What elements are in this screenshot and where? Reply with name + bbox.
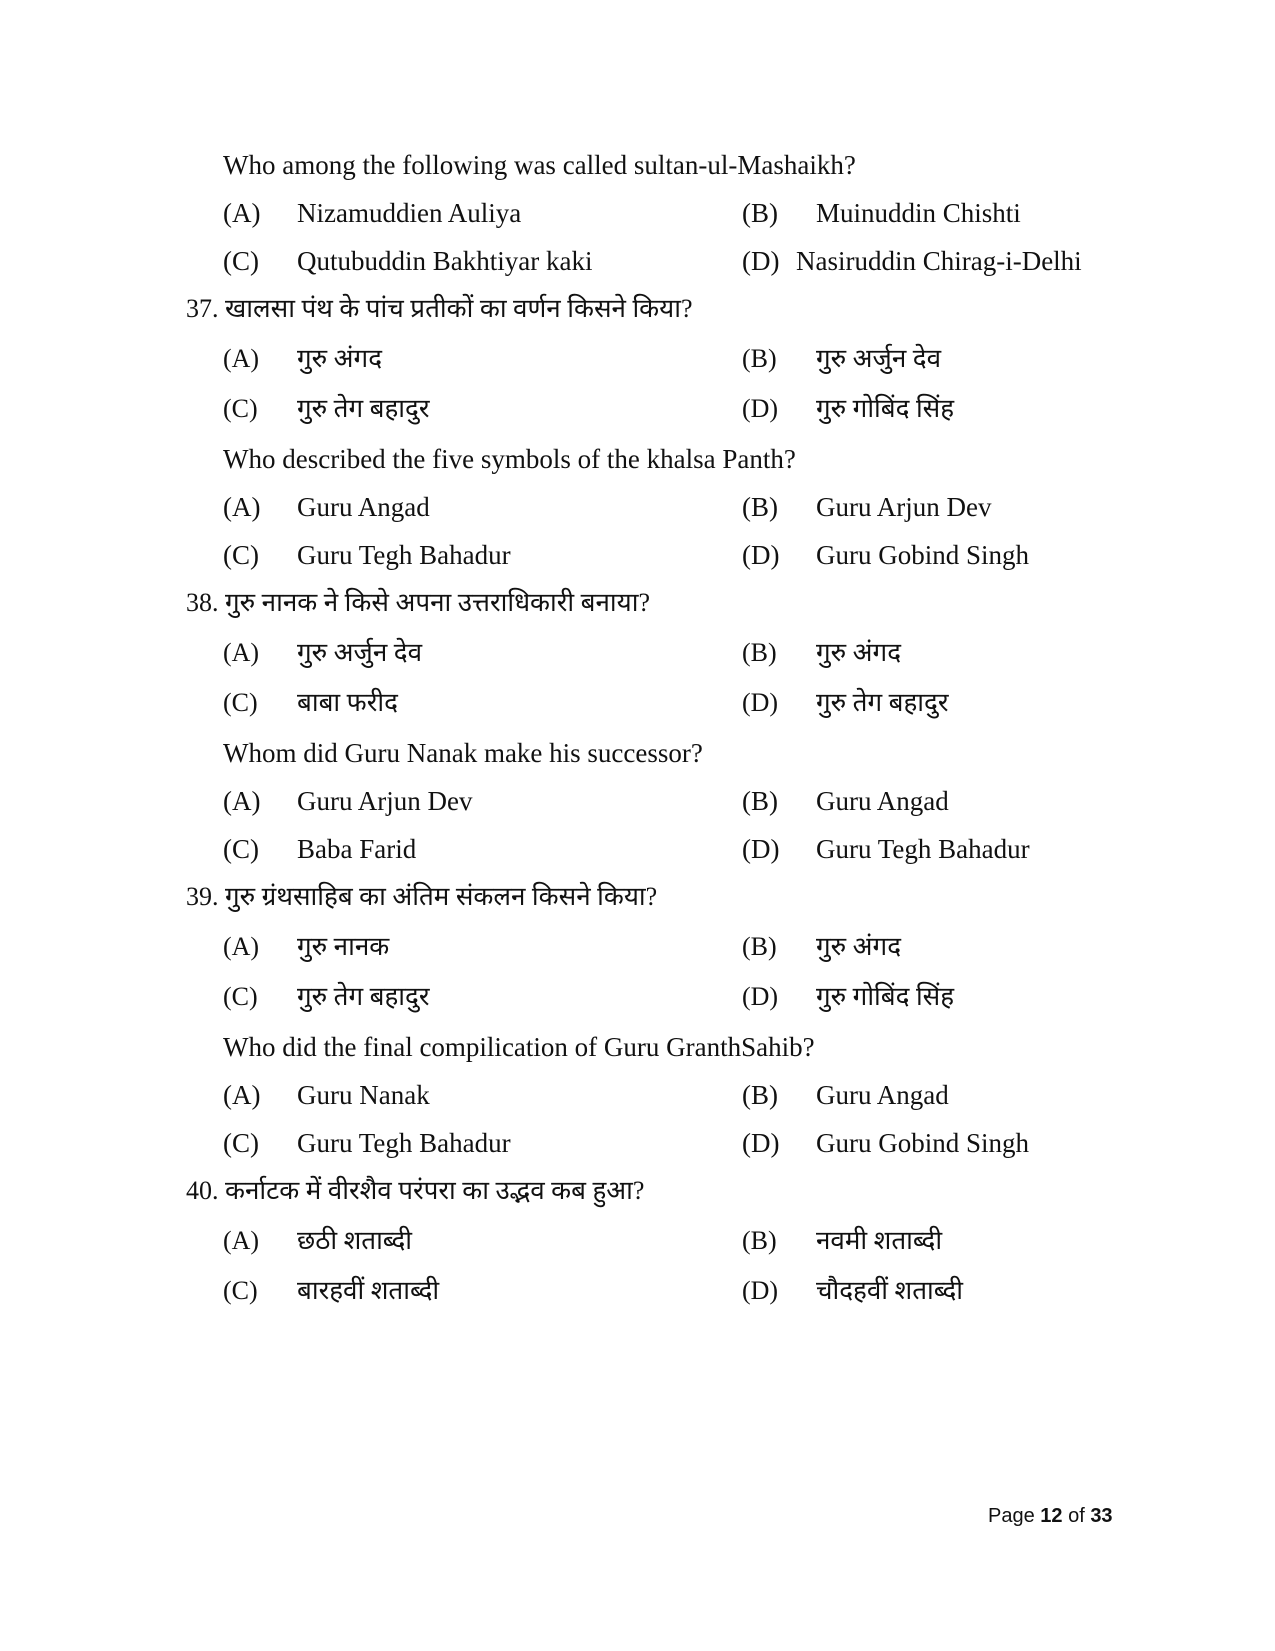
option-text: चौदहवीं शताब्दी <box>816 1276 963 1305</box>
option-text: Nasiruddin Chirag-i-Delhi <box>796 246 1082 276</box>
q39-hindi-question: 39. गुरु ग्रंथसाहिब का अंतिम संकलन किसने किया? <box>186 882 658 911</box>
option-text: गुरु अंगद <box>816 932 901 961</box>
option-text: Guru Nanak <box>297 1080 430 1110</box>
option-label: (D) <box>742 246 780 276</box>
option-text: Guru Arjun Dev <box>816 492 992 522</box>
option-label: (D) <box>742 394 779 423</box>
option-label: (B) <box>742 932 777 961</box>
q39-english-question: Who did the final compilication of Guru GranthSahib? <box>223 1032 815 1062</box>
q38-hindi-options-row-2 <box>0 686 1275 726</box>
option-text: गुरु तेग बहादुर <box>816 688 949 717</box>
option-label: (D) <box>742 1128 780 1158</box>
option-text: Guru Tegh Bahadur <box>297 1128 511 1158</box>
option-text: Guru Arjun Dev <box>297 786 473 816</box>
option-text: बाबा फरीद <box>297 688 398 717</box>
option-label: (A) <box>223 638 260 667</box>
q39-hindi-options-row-1 <box>0 930 1275 970</box>
q37-hindi-options-row-2 <box>0 392 1275 432</box>
option-text: Qutubuddin Bakhtiyar kaki <box>297 246 593 276</box>
option-text: Guru Tegh Bahadur <box>816 834 1030 864</box>
option-text: Guru Angad <box>297 492 430 522</box>
q37-english-options-row-1 <box>0 490 1275 530</box>
option-text: गुरु अर्जुन देव <box>297 638 423 667</box>
q36-english-options-row-1 <box>0 196 1275 236</box>
option-text: Baba Farid <box>297 834 417 864</box>
option-label: (C) <box>223 982 258 1011</box>
option-label: (D) <box>742 540 780 570</box>
q38-hindi-options-row-1 <box>0 636 1275 676</box>
option-text: गुरु तेग बहादुर <box>297 982 430 1011</box>
q37-hindi-question: 37. खालसा पंथ के पांच प्रतीकों का वर्णन किसने किया? <box>186 294 693 323</box>
option-label: (A) <box>223 1080 261 1110</box>
option-label: (B) <box>742 1080 778 1110</box>
option-text: गुरु अंगद <box>816 638 901 667</box>
option-text: Guru Tegh Bahadur <box>297 540 511 570</box>
option-label: (D) <box>742 982 779 1011</box>
option-label: (C) <box>223 246 259 276</box>
q36-english-question: Who among the following was called sultan-ul-Mashaikh? <box>223 150 856 180</box>
option-label: (A) <box>223 932 260 961</box>
q38-english-question: Whom did Guru Nanak make his successor? <box>223 738 703 768</box>
option-text: गुरु तेग बहादुर <box>297 394 430 423</box>
q40-hindi-options-row-2 <box>0 1274 1275 1314</box>
option-text: Muinuddin Chishti <box>816 198 1021 228</box>
option-label: (C) <box>223 540 259 570</box>
option-text: गुरु अर्जुन देव <box>816 344 942 373</box>
q38-english-options-row-1 <box>0 784 1275 824</box>
q37-english-options-row-2 <box>0 538 1275 578</box>
option-label: (B) <box>742 1226 777 1255</box>
q38-hindi-question: 38. गुरु नानक ने किसे अपना उत्तराधिकारी बनाया? <box>186 588 650 617</box>
q39-english-options-row-1 <box>0 1078 1275 1118</box>
option-label: (C) <box>223 688 258 717</box>
option-text: Nizamuddien Auliya <box>297 198 522 228</box>
q39-english-options-row-2 <box>0 1126 1275 1166</box>
option-text: Guru Angad <box>816 1080 949 1110</box>
option-label: (D) <box>742 688 779 717</box>
option-label: (B) <box>742 492 778 522</box>
footer-prefix: Page <box>988 1505 1041 1527</box>
option-label: (B) <box>742 198 778 228</box>
q37-english-question: Who described the five symbols of the khalsa Panth? <box>223 444 796 474</box>
option-label: (A) <box>223 492 261 522</box>
q39-hindi-options-row-2 <box>0 980 1275 1020</box>
option-label: (B) <box>742 786 778 816</box>
option-text: छठी शताब्दी <box>297 1226 412 1255</box>
option-label: (B) <box>742 344 777 373</box>
q36-english-options-row-2 <box>0 244 1275 284</box>
option-text: गुरु अंगद <box>297 344 382 373</box>
option-label: (C) <box>223 1276 258 1305</box>
option-text: Guru Gobind Singh <box>816 540 1030 570</box>
option-text: Guru Angad <box>816 786 949 816</box>
option-label: (B) <box>742 638 777 667</box>
q40-hindi-options-row-1 <box>0 1224 1275 1264</box>
option-text: गुरु गोबिंद सिंह <box>816 982 955 1011</box>
option-label: (A) <box>223 786 261 816</box>
option-label: (C) <box>223 394 258 423</box>
option-label: (D) <box>742 1276 779 1305</box>
option-label: (A) <box>223 198 261 228</box>
option-label: (D) <box>742 834 780 864</box>
total-page-number: 33 <box>1090 1505 1113 1527</box>
option-label: (C) <box>223 834 259 864</box>
option-text: बारहवीं शताब्दी <box>297 1276 440 1305</box>
current-page-number: 12 <box>1040 1505 1063 1527</box>
q38-english-options-row-2 <box>0 832 1275 872</box>
q37-hindi-options-row-1 <box>0 342 1275 382</box>
option-label: (A) <box>223 1226 260 1255</box>
option-label: (C) <box>223 1128 259 1158</box>
option-text: गुरु गोबिंद सिंह <box>816 394 955 423</box>
option-text: Guru Gobind Singh <box>816 1128 1030 1158</box>
option-text: नवमी शताब्दी <box>816 1226 943 1255</box>
option-text: गुरु नानक <box>297 932 390 961</box>
q40-hindi-question: 40. कर्नाटक में वीरशैव परंपरा का उद्भव कब हुआ? <box>186 1176 645 1205</box>
option-label: (A) <box>223 344 260 373</box>
page-number-footer <box>988 1504 1113 1528</box>
footer-of: of <box>1062 1505 1091 1527</box>
